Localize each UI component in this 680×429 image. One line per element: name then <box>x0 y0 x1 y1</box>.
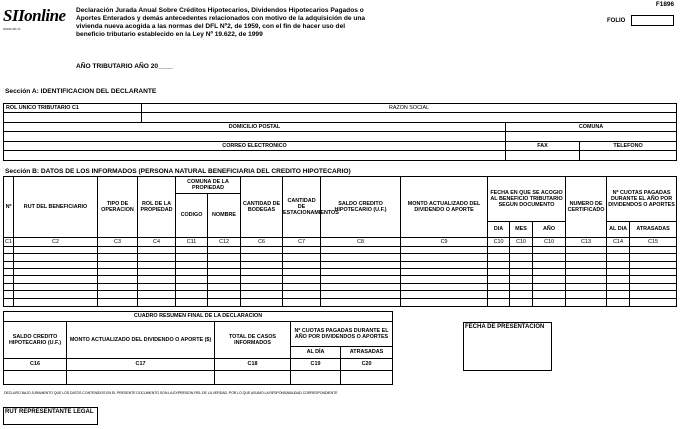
code-cell: C10 <box>533 238 566 247</box>
section-b-title: Sección B: DATOS DE LOS INFORMADOS (PERSONA NATURAL BENEFICIARIA DEL CREDITO HIPOTECARIO) <box>5 168 351 175</box>
header-al-dia: AL DIA <box>607 222 630 238</box>
code-cell: C10 <box>488 238 510 247</box>
comuna-label: COMUNA <box>506 123 677 132</box>
code-cell: C11 <box>176 238 208 247</box>
header-cuotas-pagadas: Nº CUOTAS PAGADAS DURANTE EL AÑO POR DIVIDENDOS O APORTES <box>607 177 677 222</box>
table-cell[interactable] <box>4 254 14 262</box>
table-cell[interactable] <box>607 299 630 307</box>
header-tipo-operacion: TIPO DE OPERACION <box>98 177 138 238</box>
table-cell[interactable] <box>566 262 607 269</box>
table-cell[interactable] <box>283 254 321 262</box>
header-dia: DIA <box>488 222 510 238</box>
table-cell[interactable] <box>176 269 208 276</box>
table-cell[interactable] <box>241 291 283 299</box>
table-cell[interactable] <box>533 299 566 307</box>
table-cell[interactable] <box>208 291 241 299</box>
table-cell[interactable] <box>98 254 138 262</box>
header-nombre: NOMBRE <box>208 194 241 238</box>
header-monto-actualizado: MONTO ACTUALIZADO DEL DIVIDENDO O APORTE <box>401 177 488 238</box>
table-cell[interactable] <box>510 262 533 269</box>
table-cell[interactable] <box>208 269 241 276</box>
table-cell[interactable] <box>401 291 488 299</box>
summary-monto-actualizado: MONTO ACTUALIZADO DEL DIVIDENDO O APORTE ($) <box>67 322 215 359</box>
table-cell[interactable] <box>607 284 630 291</box>
table-cell[interactable] <box>510 269 533 276</box>
table-cell[interactable] <box>488 247 510 254</box>
table-row <box>4 269 677 276</box>
table-cell[interactable] <box>138 254 176 262</box>
table-cell[interactable] <box>283 269 321 276</box>
table-cell[interactable] <box>566 299 607 307</box>
telefono-label: TELEFONO <box>580 142 677 151</box>
code-cell: C9 <box>401 238 488 247</box>
table-cell[interactable] <box>208 254 241 262</box>
code-cell: C7 <box>283 238 321 247</box>
form-description: Declaración Jurada Anual Sobre Créditos Hipotecarios, Dividendos Hipotecarios Pagados o Aportes Enterados y demás antecedentes relacionados con motivo de la adquisición de una vivienda nueva acogida a las normas del DFL Nº2, de 1959, con el fin de hacer uso del beneficio tributario establecido en la Ley Nº 19.622, de 1999 <box>76 7 366 39</box>
rut-representante-box[interactable] <box>3 407 98 425</box>
header-n: Nº <box>4 177 14 238</box>
summary-title: CUADRO RESUMEN FINAL DE LA DECLARACION <box>4 312 393 322</box>
code-cell: C3 <box>98 238 138 247</box>
table-cell[interactable] <box>98 299 138 307</box>
header-anio: AÑO <box>533 222 566 238</box>
table-cell[interactable] <box>138 291 176 299</box>
table-cell[interactable] <box>176 254 208 262</box>
table-cell[interactable] <box>138 262 176 269</box>
code-cell: C6 <box>241 238 283 247</box>
table-cell[interactable] <box>566 291 607 299</box>
table-cell[interactable] <box>138 276 176 284</box>
table-cell[interactable] <box>630 262 677 269</box>
header-rut: RUT DEL BENEFICIARIO <box>14 177 98 238</box>
table-cell[interactable] <box>566 247 607 254</box>
summary-total-field[interactable] <box>215 371 291 385</box>
table-cell[interactable] <box>321 247 401 254</box>
sii-logo <box>3 7 65 33</box>
fecha-presentacion-box[interactable] <box>463 322 552 371</box>
rut-field[interactable] <box>4 113 142 123</box>
summary-code: C20 <box>341 359 393 371</box>
summary-monto-field[interactable] <box>67 371 215 385</box>
correo-label: CORREO ELECTRONICO <box>4 142 506 151</box>
table-cell[interactable] <box>607 254 630 262</box>
table-cell[interactable] <box>401 254 488 262</box>
summary-al-dia-field[interactable] <box>291 371 341 385</box>
table-cell[interactable] <box>4 262 14 269</box>
table-cell[interactable] <box>14 284 98 291</box>
table-cell[interactable] <box>138 269 176 276</box>
table-cell[interactable] <box>208 276 241 284</box>
table-cell[interactable] <box>14 262 98 269</box>
summary-code: C17 <box>67 359 215 371</box>
header-numero-certificado: NUMERO DE CERTIFICADO <box>566 177 607 238</box>
form-code: F1896 <box>655 1 674 8</box>
table-cell[interactable] <box>138 284 176 291</box>
table-row <box>4 276 677 284</box>
folio-label: FOLIO <box>607 18 626 24</box>
code-cell: C2 <box>14 238 98 247</box>
table-row <box>4 262 677 269</box>
table-row <box>4 299 677 307</box>
table-cell[interactable] <box>321 269 401 276</box>
table-cell[interactable] <box>98 247 138 254</box>
table-cell[interactable] <box>401 262 488 269</box>
header-saldo-credito: SALDO CREDITO HIPOTECARIO (U.F.) <box>321 177 401 238</box>
table-cell[interactable] <box>241 299 283 307</box>
table-cell[interactable] <box>533 247 566 254</box>
table-cell[interactable] <box>488 269 510 276</box>
table-row <box>4 291 677 299</box>
summary-code: C18 <box>215 359 291 371</box>
razon-social-field[interactable] <box>142 113 677 123</box>
table-cell[interactable] <box>566 269 607 276</box>
table-cell[interactable] <box>533 284 566 291</box>
table-cell[interactable] <box>510 284 533 291</box>
table-cell[interactable] <box>321 262 401 269</box>
table-cell[interactable] <box>98 291 138 299</box>
table-cell[interactable] <box>401 247 488 254</box>
folio-field[interactable] <box>631 15 674 26</box>
table-cell[interactable] <box>630 299 677 307</box>
table-cell[interactable] <box>176 284 208 291</box>
table-cell[interactable] <box>208 284 241 291</box>
table-cell[interactable] <box>630 247 677 254</box>
header-atrasadas: ATRASADAS <box>630 222 677 238</box>
table-cell[interactable] <box>321 291 401 299</box>
table-cell[interactable] <box>488 299 510 307</box>
rut-representante-label: RUT REPRESENTANTE LEGAL <box>5 409 94 415</box>
table-cell[interactable] <box>533 254 566 262</box>
header-rol-propiedad: ROL DE LA PROPIEDAD <box>138 177 176 238</box>
table-cell[interactable] <box>510 299 533 307</box>
summary-saldo-field[interactable] <box>4 371 67 385</box>
code-cell: C8 <box>321 238 401 247</box>
header-codigo: CODIGO <box>176 194 208 238</box>
logo-subtext: www.sii.cl <box>3 26 21 31</box>
table-cell[interactable] <box>98 276 138 284</box>
logo-text: SIIonline <box>3 6 66 25</box>
section-a-table <box>3 103 677 161</box>
table-cell[interactable] <box>630 284 677 291</box>
table-cell[interactable] <box>488 262 510 269</box>
table-cell[interactable] <box>14 269 98 276</box>
declaration-text: DECLARO BAJO JURAMENTO QUE LOS DATOS CONTENIDOS EN EL PRESENTE DOCUMENTO SON LA EXPRESION FIEL DE LA VERDAD, POR LO QUE ASUMO LA RESPONSABILIDAD CORRESPONDIENTE <box>4 391 338 395</box>
table-cell[interactable] <box>176 299 208 307</box>
code-cell: C14 <box>607 238 630 247</box>
table-cell[interactable] <box>241 269 283 276</box>
table-cell[interactable] <box>176 247 208 254</box>
table-cell[interactable] <box>138 247 176 254</box>
table-cell[interactable] <box>510 247 533 254</box>
table-cell[interactable] <box>566 254 607 262</box>
table-row <box>4 254 677 262</box>
table-cell[interactable] <box>533 269 566 276</box>
table-cell[interactable] <box>566 276 607 284</box>
header-cantidad-estacionamientos: CANTIDAD DE ESTACIONAMIENTOS <box>283 177 321 238</box>
fecha-presentacion-label: FECHA DE PRESENTACION <box>465 324 545 330</box>
table-cell[interactable] <box>510 254 533 262</box>
codes-row <box>4 238 677 247</box>
table-cell[interactable] <box>208 299 241 307</box>
fax-label: FAX <box>506 142 580 151</box>
table-cell[interactable] <box>533 276 566 284</box>
table-cell[interactable] <box>321 254 401 262</box>
table-cell[interactable] <box>401 276 488 284</box>
table-cell[interactable] <box>630 291 677 299</box>
table-cell[interactable] <box>98 284 138 291</box>
razon-social-label: RAZON SOCIAL <box>142 104 677 113</box>
summary-code: C16 <box>4 359 67 371</box>
header-fecha-acogio: FECHA EN QUE SE ACOGIO AL BENEFICIO TRIBUTARIO SEGUN DOCUMENTO <box>488 177 566 222</box>
code-cell: C4 <box>138 238 176 247</box>
correo-field[interactable] <box>4 151 506 161</box>
table-cell[interactable] <box>241 254 283 262</box>
table-cell[interactable] <box>607 262 630 269</box>
table-cell[interactable] <box>630 276 677 284</box>
code-cell: C15 <box>630 238 677 247</box>
table-cell[interactable] <box>488 254 510 262</box>
table-cell[interactable] <box>283 284 321 291</box>
table-cell[interactable] <box>488 291 510 299</box>
table-cell[interactable] <box>4 269 14 276</box>
header-mes: MES <box>510 222 533 238</box>
table-cell[interactable] <box>533 291 566 299</box>
table-cell[interactable] <box>630 254 677 262</box>
summary-atrasadas: ATRASADAS <box>341 347 393 359</box>
table-cell[interactable] <box>4 291 14 299</box>
code-cell: C12 <box>208 238 241 247</box>
summary-code: C19 <box>291 359 341 371</box>
table-cell[interactable] <box>4 299 14 307</box>
table-cell[interactable] <box>321 299 401 307</box>
summary-atrasadas-field[interactable] <box>341 371 393 385</box>
table-cell[interactable] <box>241 284 283 291</box>
table-cell[interactable] <box>401 299 488 307</box>
table-cell[interactable] <box>607 269 630 276</box>
telefono-field[interactable] <box>580 151 677 161</box>
code-cell: C13 <box>566 238 607 247</box>
table-cell[interactable] <box>14 247 98 254</box>
table-cell[interactable] <box>283 262 321 269</box>
table-cell[interactable] <box>14 254 98 262</box>
domicilio-label: DOMICILIO POSTAL <box>4 123 506 132</box>
table-cell[interactable] <box>607 247 630 254</box>
table-cell[interactable] <box>607 276 630 284</box>
tax-year-label: AÑO TRIBUTARIO AÑO 20____ <box>76 63 173 70</box>
header-comuna-propiedad: COMUNA DE LA PROPIEDAD <box>176 177 241 194</box>
domicilio-field[interactable] <box>4 132 506 142</box>
code-cell: C1 <box>5 238 12 245</box>
summary-total-casos: TOTAL DE CASOS INFORMADOS <box>215 322 291 359</box>
table-cell[interactable] <box>630 269 677 276</box>
header-cantidad-bodegas: CANTIDAD DE BODEGAS <box>241 177 283 238</box>
table-cell[interactable] <box>510 276 533 284</box>
table-cell[interactable] <box>401 269 488 276</box>
table-row <box>4 247 677 254</box>
table-cell[interactable] <box>208 247 241 254</box>
table-cell[interactable] <box>533 262 566 269</box>
section-b-table <box>3 176 677 307</box>
table-cell[interactable] <box>401 284 488 291</box>
table-cell[interactable] <box>176 262 208 269</box>
table-cell[interactable] <box>510 291 533 299</box>
table-cell[interactable] <box>321 284 401 291</box>
table-cell[interactable] <box>4 276 14 284</box>
code-cell: C10 <box>510 238 533 247</box>
table-cell[interactable] <box>283 299 321 307</box>
table-cell[interactable] <box>14 299 98 307</box>
table-row <box>4 284 677 291</box>
table-cell[interactable] <box>283 247 321 254</box>
table-cell[interactable] <box>607 291 630 299</box>
table-cell[interactable] <box>283 291 321 299</box>
table-cell[interactable] <box>208 262 241 269</box>
table-cell[interactable] <box>98 262 138 269</box>
table-cell[interactable] <box>241 262 283 269</box>
table-cell[interactable] <box>241 247 283 254</box>
table-cell[interactable] <box>566 284 607 291</box>
summary-al-dia: AL DÍA <box>291 347 341 359</box>
table-cell[interactable] <box>98 269 138 276</box>
table-cell[interactable] <box>138 299 176 307</box>
table-cell[interactable] <box>321 276 401 284</box>
table-cell[interactable] <box>176 276 208 284</box>
table-cell[interactable] <box>488 284 510 291</box>
table-cell[interactable] <box>14 276 98 284</box>
rut-label: ROL UNICO TRIBUTARIO C1 <box>4 104 142 113</box>
table-cell[interactable] <box>488 276 510 284</box>
summary-saldo-credito: SALDO CREDITO HIPOTECARIO (U.F.) <box>4 322 67 359</box>
table-cell[interactable] <box>176 291 208 299</box>
table-cell[interactable] <box>4 284 14 291</box>
fax-field[interactable] <box>506 151 580 161</box>
section-a-title: Sección A: IDENTIFICACION DEL DECLARANTE <box>5 88 157 95</box>
comuna-field[interactable] <box>506 132 677 142</box>
table-cell[interactable] <box>241 276 283 284</box>
summary-cuotas-pagadas: Nº CUOTAS PAGADAS DURANTE EL AÑO POR DIVIDENDOS O APORTES <box>291 322 393 347</box>
table-cell[interactable] <box>14 291 98 299</box>
table-cell[interactable] <box>4 247 14 254</box>
table-cell[interactable] <box>283 276 321 284</box>
summary-table <box>3 311 393 385</box>
